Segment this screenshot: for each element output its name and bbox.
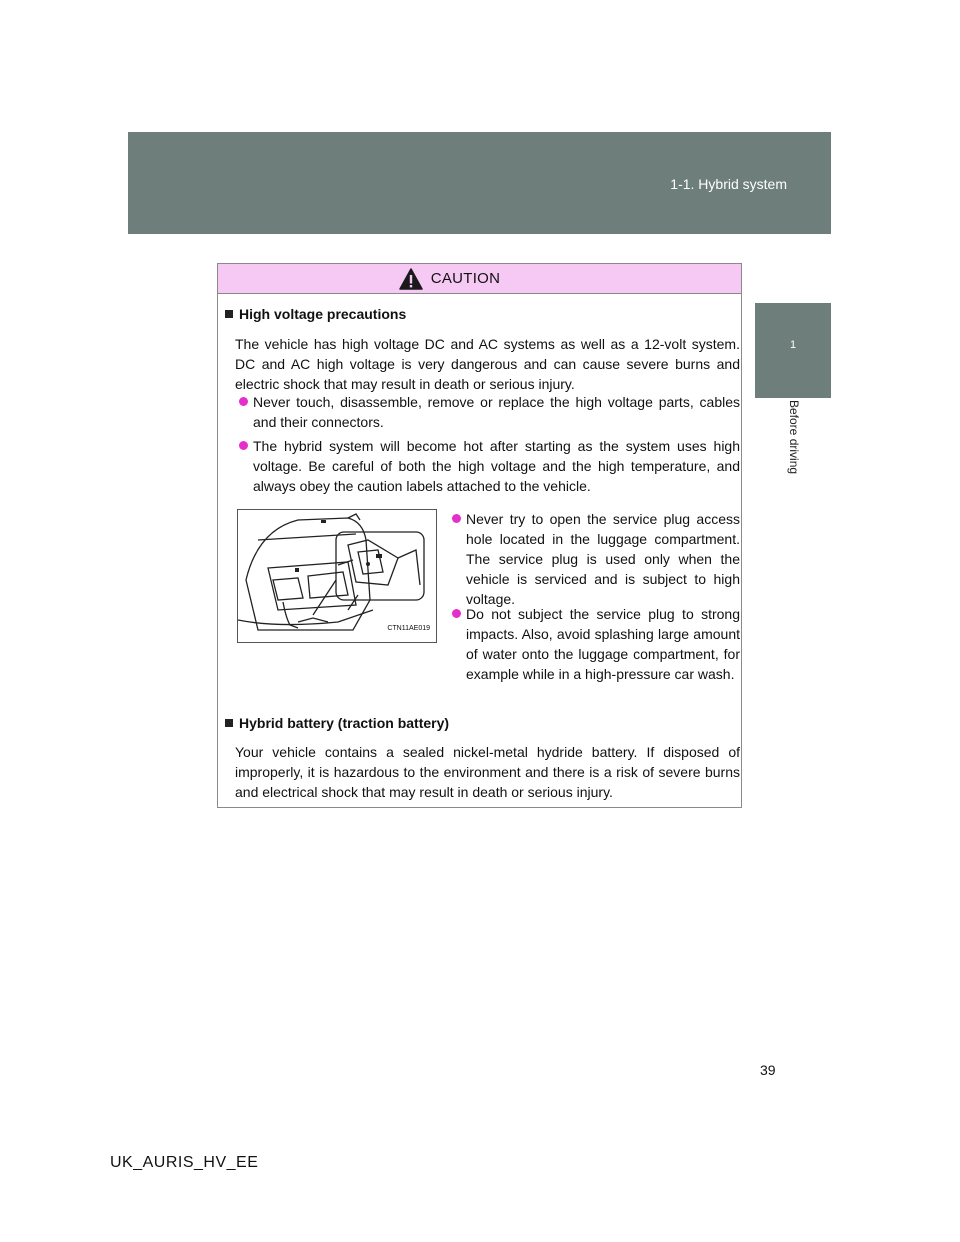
list-item bbox=[452, 509, 740, 609]
chapter-label: Before driving bbox=[787, 400, 801, 475]
section-heading bbox=[225, 304, 406, 324]
bullet-dot-icon bbox=[452, 514, 461, 523]
heading-text: High voltage precautions bbox=[239, 306, 407, 322]
chapter-tab bbox=[755, 303, 831, 398]
caution-header bbox=[218, 264, 741, 294]
bullet-dot-icon bbox=[452, 609, 461, 618]
list-item bbox=[239, 392, 740, 432]
section-heading bbox=[225, 713, 449, 733]
heading-text: Hybrid battery (traction battery) bbox=[239, 715, 450, 731]
bullet-text: Do not subject the service plug to strong impacts. Also, avoid splashing large amount of water onto the luggage compartment, for example while in a high-pressure car wash. bbox=[466, 606, 740, 682]
bullet-dot-icon bbox=[239, 441, 248, 450]
bullet-text: The hybrid system will become hot after starting as the system uses high voltage. Be careful of both the high voltage and the high temperature, and always obey the caution labels attached to the vehicle. bbox=[253, 438, 740, 494]
list-item bbox=[239, 436, 740, 496]
bullet-dot-icon bbox=[239, 397, 248, 406]
list-item bbox=[452, 604, 740, 684]
page-number: 39 bbox=[760, 1062, 776, 1078]
footer-code: UK_AURIS_HV_EE bbox=[110, 1154, 259, 1171]
luggage-compartment-illustration bbox=[237, 509, 437, 643]
caution-title: CAUTION bbox=[430, 270, 501, 287]
chapter-number: 1 bbox=[789, 339, 797, 351]
warning-triangle-icon bbox=[399, 268, 423, 290]
square-bullet-icon bbox=[225, 310, 233, 318]
paragraph: The vehicle has high voltage DC and AC systems as well as a 12-volt system. DC and AC high voltage is very dangerous and can cause severe burns and electric shock that may result in death or serious injury. bbox=[235, 336, 740, 392]
header-bar bbox=[128, 132, 831, 234]
figure-code: CTN11AE019 bbox=[387, 625, 430, 632]
paragraph: Your vehicle contains a sealed nickel-metal hydride battery. If disposed of improperly, it is hazardous to the environment and there is a risk of severe burns and electrical shock that may result in death or serious injury. bbox=[235, 744, 740, 800]
square-bullet-icon bbox=[225, 719, 233, 727]
caution-box bbox=[217, 263, 742, 808]
bullet-text: Never try to open the service plug access hole located in the luggage compartment. The service plug is used only when the vehicle is serviced and is subject to high voltage. bbox=[466, 511, 740, 607]
section-title: 1-1. Hybrid system bbox=[670, 176, 787, 192]
bullet-text: Never touch, disassemble, remove or replace the high voltage parts, cables and their connectors. bbox=[253, 394, 740, 430]
